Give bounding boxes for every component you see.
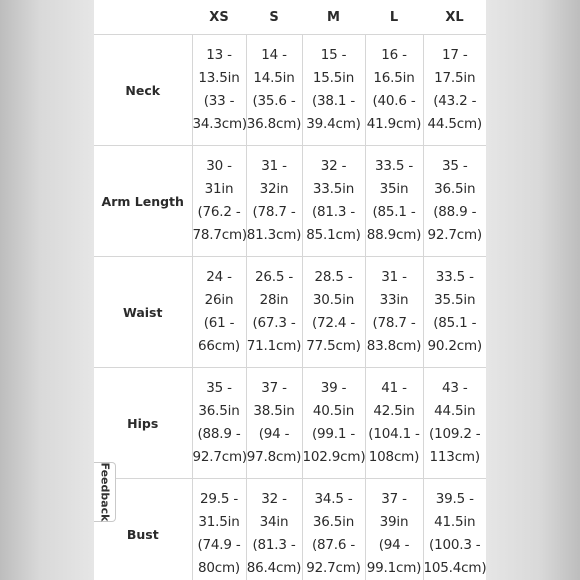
measurement-cell: 15 - 15.5in (38.1 - 39.4cm) bbox=[302, 35, 365, 146]
measurement-cell: 28.5 - 30.5in (72.4 - 77.5cm) bbox=[302, 257, 365, 368]
measurement-cell: 31 - 32in (78.7 - 81.3cm) bbox=[246, 146, 302, 257]
table-row bbox=[94, 257, 486, 368]
measurement-cell: 35 - 36.5in (88.9 - 92.7cm) bbox=[423, 146, 486, 257]
table-row bbox=[94, 368, 486, 479]
measurement-cell: 41 - 42.5in (104.1 - 108cm) bbox=[365, 368, 423, 479]
feedback-tab[interactable] bbox=[94, 462, 116, 522]
size-header-row bbox=[94, 0, 486, 35]
measurement-cell: 32 - 34in (81.3 - 86.4cm) bbox=[246, 479, 302, 580]
measurement-cell: 29.5 - 31.5in (74.9 - 80cm) bbox=[192, 479, 246, 580]
size-header: XS bbox=[209, 9, 229, 25]
size-header: S bbox=[269, 9, 279, 25]
measurement-cell: 31 - 33in (78.7 - 83.8cm) bbox=[365, 257, 423, 368]
measurement-cell: 17 - 17.5in (43.2 - 44.5cm) bbox=[423, 35, 486, 146]
row-label: Neck bbox=[125, 82, 161, 98]
table-row bbox=[94, 479, 486, 580]
size-chart-table bbox=[94, 0, 486, 580]
corner-cell bbox=[94, 0, 192, 35]
table-row bbox=[94, 146, 486, 257]
measurement-cell: 24 - 26in (61 - 66cm) bbox=[192, 257, 246, 368]
size-header: M bbox=[327, 9, 340, 25]
row-label: Hips bbox=[127, 415, 159, 431]
table-row bbox=[94, 35, 486, 146]
size-chart-sheet bbox=[94, 0, 486, 580]
measurement-cell: 39 - 40.5in (99.1 - 102.9cm) bbox=[302, 368, 365, 479]
measurement-cell: 26.5 - 28in (67.3 - 71.1cm) bbox=[246, 257, 302, 368]
measurement-cell: 33.5 - 35in (85.1 - 88.9cm) bbox=[365, 146, 423, 257]
size-header: L bbox=[389, 9, 399, 25]
measurement-cell: 43 - 44.5in (109.2 - 113cm) bbox=[423, 368, 486, 479]
measurement-cell: 35 - 36.5in (88.9 - 92.7cm) bbox=[192, 368, 246, 479]
measurement-cell: 30 - 31in (76.2 - 78.7cm) bbox=[192, 146, 246, 257]
row-label: Arm Length bbox=[101, 193, 184, 209]
measurement-cell: 16 - 16.5in (40.6 - 41.9cm) bbox=[365, 35, 423, 146]
row-label: Waist bbox=[123, 304, 163, 320]
measurement-cell: 13 - 13.5in (33 - 34.3cm) bbox=[192, 35, 246, 146]
size-header: XL bbox=[445, 9, 464, 25]
measurement-cell: 33.5 - 35.5in (85.1 - 90.2cm) bbox=[423, 257, 486, 368]
measurement-cell: 14 - 14.5in (35.6 - 36.8cm) bbox=[246, 35, 302, 146]
measurement-cell: 34.5 - 36.5in (87.6 - 92.7cm) bbox=[302, 479, 365, 580]
row-label: Bust bbox=[126, 526, 159, 542]
measurement-cell: 37 - 38.5in (94 - 97.8cm) bbox=[246, 368, 302, 479]
measurement-cell: 37 - 39in (94 - 99.1cm) bbox=[365, 479, 423, 580]
feedback-label: Feedback bbox=[98, 462, 111, 522]
measurement-cell: 39.5 - 41.5in (100.3 - 105.4cm) bbox=[423, 479, 486, 580]
measurement-cell: 32 - 33.5in (81.3 - 85.1cm) bbox=[302, 146, 365, 257]
